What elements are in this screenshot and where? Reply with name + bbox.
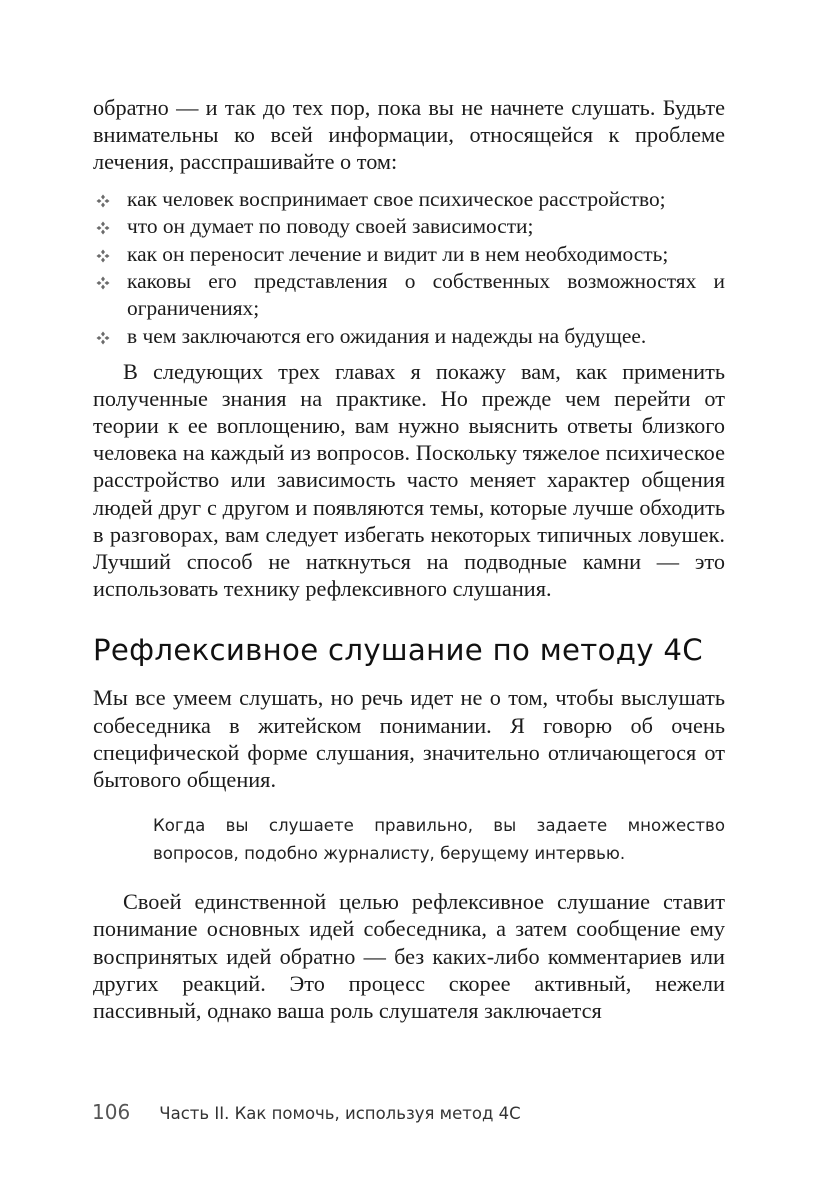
bullet-text: как человек воспринимает свое психическое расстройство; xyxy=(127,186,666,211)
running-head: Часть II. Как помочь, используя метод 4С xyxy=(159,1104,521,1123)
diamond-ornament-icon xyxy=(96,331,110,345)
bullet-list xyxy=(93,186,725,350)
paragraph-1: обратно — и так до тех пор, пока вы не начнете слушать. Будьте внимательны ко всей информации, относящейся к проблеме лечения, расспрашивайте о том: xyxy=(93,95,725,175)
bullet-item xyxy=(93,186,725,213)
page-footer xyxy=(92,1100,521,1124)
bullet-text: в чем заключаются его ожидания и надежды на будущее. xyxy=(127,323,647,348)
diamond-ornament-icon xyxy=(96,249,110,263)
paragraph-3: Мы все умеем слушать, но речь идет не о том, чтобы выслушать собеседника в житейском понимании. Я говорю об очень специфической форме слушания, значительно отличающегося от бытового общения. xyxy=(93,685,725,793)
section-heading: Рефлексивное слушание по методу 4С xyxy=(93,633,703,668)
page-number: 106 xyxy=(92,1100,131,1124)
bullet-item xyxy=(93,323,725,350)
bullet-item xyxy=(93,268,725,322)
diamond-ornament-icon xyxy=(96,276,110,290)
callout-quote: Когда вы слушаете правильно, вы задаете множество вопросов, подобно журналисту, берущему интервью. xyxy=(153,816,725,863)
bullet-text: как он переносит лечение и видит ли в нем необходимость; xyxy=(127,241,669,266)
bullet-item xyxy=(93,213,725,240)
diamond-ornament-icon xyxy=(96,194,110,208)
bullet-item xyxy=(93,241,725,268)
bullet-text: что он думает по поводу своей зависимости; xyxy=(127,214,534,239)
paragraph-4: Своей единственной целью рефлексивное слушание ставит понимание основных идей собеседника, а затем сообщение ему воспринятых идей обратно — без каких-либо комментариев или других реакций. Это процесс скорее активный, нежели пассивный, однако ваша роль слушателя заключается xyxy=(93,889,725,1024)
page-body xyxy=(93,94,725,1024)
diamond-ornament-icon xyxy=(96,221,110,235)
paragraph-2: В следующих трех главах я покажу вам, как применить полученные знания на практике. Но прежде чем перейти от теории к ее воплощению, вам нужно выяснить ответы близкого человека на каждый из вопросов. Поскольку тяжелое психическое расстройство или зависимость часто меняет характер общения людей друг с другом и появляются темы, которые лучше обходить в разговорах, вам следует избегать некоторых типичных ловушек. Лучший способ не наткнуться на подводные камни — это использовать технику рефлексивного слушания. xyxy=(93,358,725,602)
bullet-text: каковы его представления о собственных возможностях и ограничениях; xyxy=(127,269,725,321)
